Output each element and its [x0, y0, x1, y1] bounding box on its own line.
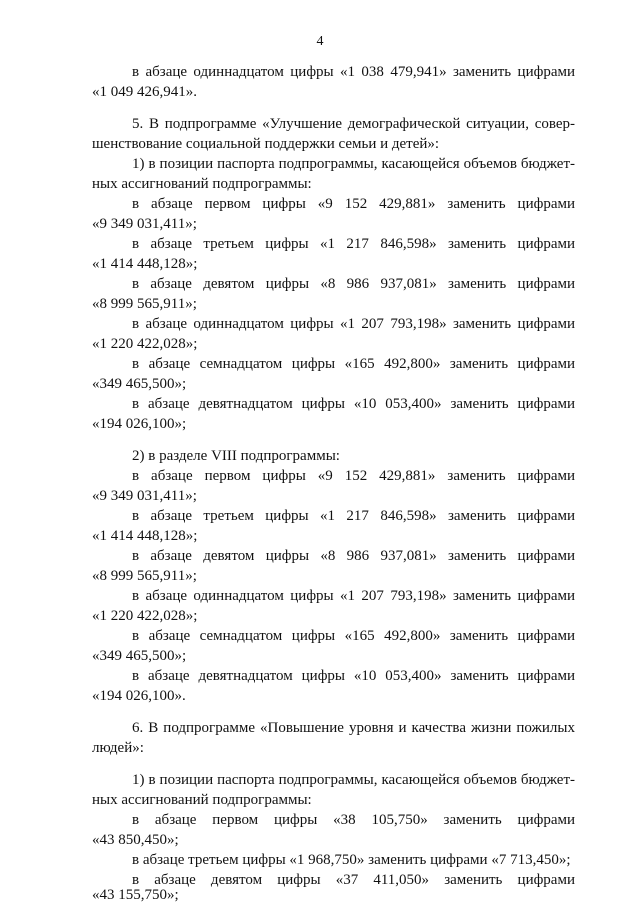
text-line: «1 220 422,028»;: [92, 336, 198, 352]
text-line: в абзаце одиннадцатом цифры «1 207 793,198» заменить цифрами: [132, 588, 575, 604]
text-line: в абзаце девятом цифры «37 411,050» заменить цифрами: [132, 872, 575, 888]
text-line: 2) в разделе VIII подпрограммы:: [132, 448, 340, 464]
text-line: «1 220 422,028»;: [92, 608, 198, 624]
text-line: «349 465,500»;: [92, 376, 187, 392]
text-line: ных ассигнований подпрограммы:: [92, 176, 312, 192]
text-line: в абзаце семнадцатом цифры «165 492,800» заменить цифрами: [132, 356, 575, 372]
text-line: «43 155,750»;: [92, 887, 179, 903]
text-line: в абзаце первом цифры «38 105,750» заменить цифрами: [132, 812, 575, 828]
text-line: «1 414 448,128»;: [92, 528, 198, 544]
text-line: в абзаце девятом цифры «8 986 937,081» заменить цифрами: [132, 276, 575, 292]
text-line: 5. В подпрограмме «Улучшение демографической ситуации, совер-: [132, 116, 575, 132]
text-line: «8 999 565,911»;: [92, 296, 197, 312]
text-line: ных ассигнований подпрограммы:: [92, 792, 312, 808]
text-line: «1 049 426,941».: [92, 84, 197, 100]
text-line: в абзаце первом цифры «9 152 429,881» заменить цифрами: [132, 468, 575, 484]
text-line: людей»:: [92, 740, 144, 756]
text-line: 6. В подпрограмме «Повышение уровня и качества жизни пожилых: [132, 720, 575, 736]
text-line: «8 999 565,911»;: [92, 568, 197, 584]
text-line: «349 465,500»;: [92, 648, 187, 664]
text-line: шенствование социальной поддержки семьи и детей»:: [92, 136, 440, 152]
text-line: «194 026,100».: [92, 688, 186, 704]
text-line: в абзаце девятом цифры «8 986 937,081» заменить цифрами: [132, 548, 575, 564]
text-line: в абзаце семнадцатом цифры «165 492,800» заменить цифрами: [132, 628, 575, 644]
text-line: «43 850,450»;: [92, 832, 179, 848]
text-line: в абзаце первом цифры «9 152 429,881» заменить цифрами: [132, 196, 575, 212]
text-line: 1) в позиции паспорта подпрограммы, касающейся объемов бюджет-: [132, 772, 575, 788]
text-line: в абзаце девятнадцатом цифры «10 053,400» заменить цифрами: [132, 396, 575, 412]
text-line: 1) в позиции паспорта подпрограммы, касающейся объемов бюджет-: [132, 156, 575, 172]
text-line: в абзаце одиннадцатом цифры «1 038 479,941» заменить цифрами: [132, 64, 575, 80]
text-line: в абзаце третьем цифры «1 217 846,598» заменить цифрами: [132, 236, 575, 252]
text-line: в абзаце третьем цифры «1 968,750» заменить цифрами «7 713,450»;: [132, 852, 571, 868]
text-line: в абзаце одиннадцатом цифры «1 207 793,198» заменить цифрами: [132, 316, 575, 332]
text-line: «194 026,100»;: [92, 416, 187, 432]
text-line: «1 414 448,128»;: [92, 256, 198, 272]
text-line: «9 349 031,411»;: [92, 216, 197, 232]
text-line: «9 349 031,411»;: [92, 488, 197, 504]
text-line: в абзаце третьем цифры «1 217 846,598» заменить цифрами: [132, 508, 575, 524]
page-number: 4: [316, 34, 324, 49]
text-line: в абзаце девятнадцатом цифры «10 053,400» заменить цифрами: [132, 668, 575, 684]
